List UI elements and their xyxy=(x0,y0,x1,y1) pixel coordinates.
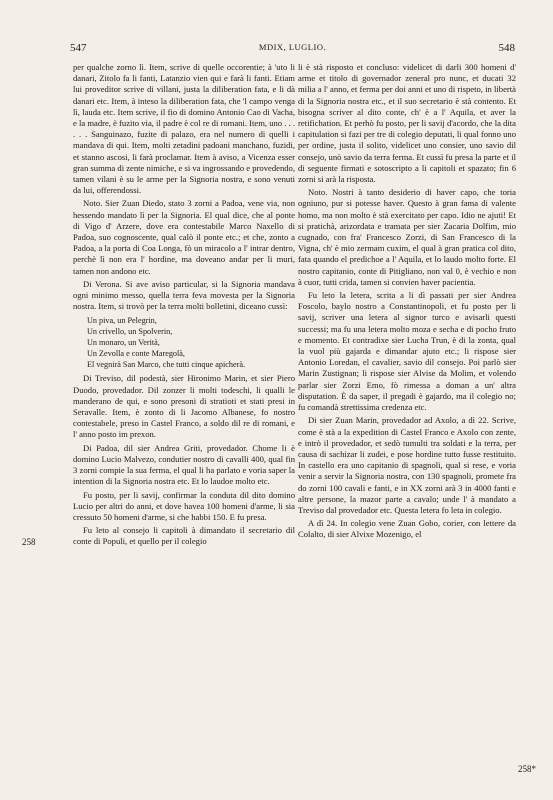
paragraph: Di Treviso, dil podestà, sier Hironimo Marin, et sier Piero Duodo, provedador. Dil zonzer li molti todeschi, li qualli le manderano de qui, e sono presoni di stratioti et stati presi in Seravalle. Item, è zonto di li Jacomo Albanese, fo nostro contestabele, preso in Castel Franco, a soldo dil re di romani, e l' anno posto im prexon. xyxy=(73,373,295,440)
left-page-number: 547 xyxy=(70,42,87,54)
paragraph: Noto. Nostri à tanto desiderio di haver capo, che toria ogniuno, pur si potesse haver. Questo à gran fama di valente homo, ma non molto è stà exercitato per capo. Idio ne ajuti! Et si pratichà, arizordata e tramata per sier Zacaria Dolfim, mio cugnado, con fra' Francesco Zorzi, di San Francesco di la Vigna, ch' è mio zermam cuxim, el qual à gran pratica col dito, fata quando el predichoe a l' Aquila, et lo laudo molto forte. El nostro capitanio, conte di Pitigliano, non val 0, è vechio e non à cuor, tutti crida, tamen si convien haver pacientia. xyxy=(298,187,516,287)
paragraph: li è stà risposto et concluso: videlicet di darli 300 homeni d' arme et titolo di governador zeneral pro nunc, et ducati 32 milia a l' anno, et ferma per doi anni et uno di rispeto, in libertà di la Signoria nostra etc., et il suo secretario è stà contento. Et bisogna scriver al dito conte, ch' è a l' Aquila, et aver la retifichation. Et perhò fu posto, per li savij d'acordo, che la dita capitulation si fazi per tre di colegio deputati, li qual fonno uno per ordine, justa il solito, videlicet uno consier, uno savio dil consejo, unò savio da terra ferma. Et cussì fu presa la parte et il di seguente firmati e sotoscripto a li capitoli et spazato; fin 6 zorni si arà la risposta. xyxy=(298,62,516,185)
verse-line: Un Zevolla e conte Maregolà, xyxy=(87,349,185,359)
paragraph: Fu leto la letera, scrita a li dì passati per sier Andrea Foscolo, baylo nostro a Constantinopoli, et fu posto per li savij, scriver una letera al signor turco e avisarli questi successi; ma fu una letera molto moza e secha e di pocho fruto e momento. Et contradixe sier Lucha Trun, è di la zonta, qual la vuol più gajarda e dimandar ajuto etc.; li rispose sier Antonio Loredan, el cavalier, savio dil consejo. Poi parlò sier Marin Zustignan; li rispose sier Alvise da Molim, et volendo parlar sier Zorzi Emo, fò rimessa a doman a un' altra disputation. È da saper, il pregadi è gajardo, ma il colegio no; fu comandà strettissima credenza etc. xyxy=(298,290,516,413)
left-margin-number: 258 xyxy=(22,537,36,547)
right-column xyxy=(298,62,516,784)
paragraph: A dì 24. In colegio vene Zuan Gobo, corier, con lettere da Colalto, di sier Alvixe Mozenigo, el xyxy=(298,518,516,540)
paragraph: Noto. Sier Zuan Diedo, stato 3 zorni a Padoa, vene via, non hessendo mandato lì per la Signoria. El qual dice, che al ponte di Vigo d' Arzere, dove era contestabile Marco Naxello di Padoa, suo cognoscente, qual calò il ponte etc.; et che, zonto a Padoa, a la porta di Coa Longa, fò un miracolo a l' intrar dentro, perchè lì non era l' hordine, ma doveano andar per li muri, tamen non andono etc. xyxy=(73,198,295,276)
paragraph: Di Padoa, dil sier Andrea Griti, provedador. Chome li è domino Lucio Malvezo, condutier nostro di cavalli 400, qual fin 3 zorni compie la sua ferma, el qual li ha parlato e voria saper la intention di la Signoria nostra etc. Et lo laudoe molto etc. xyxy=(73,442,295,487)
verse-block xyxy=(87,315,295,370)
right-page-number: 548 xyxy=(498,42,515,54)
verse-line: Un monaro, un Verità, xyxy=(87,338,160,348)
paragraph: Di Verona. Si ave aviso particular, si la Signoria mandava ogni minimo messo, quella terra feva movesta per la Signoria nostra. Item, si trovò per la terra molti bolletini, diceano cussì: xyxy=(73,278,295,312)
paragraph: Fu leto al consejo li capitoli à dimandato il secretario dil conte di Populi, et quello per il colegio xyxy=(73,525,295,547)
left-column xyxy=(73,62,295,784)
verse-line: Un crivello, un Spolverin, xyxy=(87,327,173,337)
paragraph: Fu posto, per li savij, confirmar la conduta dil dito domino Lucio per altri do anni, et dove havea 100 homeni d'arme, li sia cressuto 50 homeni d'arme, si che habbi 150. E fu presa. xyxy=(73,489,295,522)
verse-line: Un piva, un Pelegrin, xyxy=(87,316,157,326)
running-title: MDIX, LUGLIO. xyxy=(258,42,327,52)
running-header xyxy=(70,42,515,56)
verse-line: El vegnirà San Marco, che tutti cinque apicherà. xyxy=(87,360,246,370)
paragraph: Di sier Zuan Marin, provedador ad Axolo, a dì 22. Scrive, come è stà a la expedition di Castel Franco e Axolo con zente, e intrò il provedador, et sedò tumulti tra soldati e la terra, per causa di sachizar li zudei, e pose hordine tutto fusse restituito. In castello era uno capitanio di spagnoli, qual si rese, e voria venir a servir la Signoria nostra, con 130 spagnoli, promete fra do zorni 100 cavali e fanti, e in XX zorni arà 3 in 4000 fanti e altre persone, la mazor parte a cavalo; unde l' à mandato a Treviso dal provedador etc. Questa letera fo leta in colegio. xyxy=(298,415,516,515)
paragraph: per qualche zorno lì. Item, scrive di quelle occorentie; à 'uto li danari, Zitolo fa li fanti, Latanzio vien qui e farà li fanti. Etiam lui proveditor scrive di villani, justa la diliberation fata, e li dà danari etc. Item, à inteso la diliberation fata, che 'l campo venga lì, lauda etc. Item scrive, il fio di domino Antonio Cao di Vacha, e la madre, è fuzito via, il padre è col re di romani. Item, uno . . . . . . Sanguinazo, fuzite di palazo, era nel numero di quelli i mandava di qui. Item, molti zetadini padoani manchano, fuzidi, et stanno ascosi, li farà proclamar. Item à aviso, a Vicenza esser gran summa di zente nimiche, e si va ingrossando e provedendo, tamen vilani è su le arme per la Signoria nostra, e sono venuti da lui, offerendossi. xyxy=(73,62,295,196)
right-margin-number: 258* xyxy=(518,764,536,774)
